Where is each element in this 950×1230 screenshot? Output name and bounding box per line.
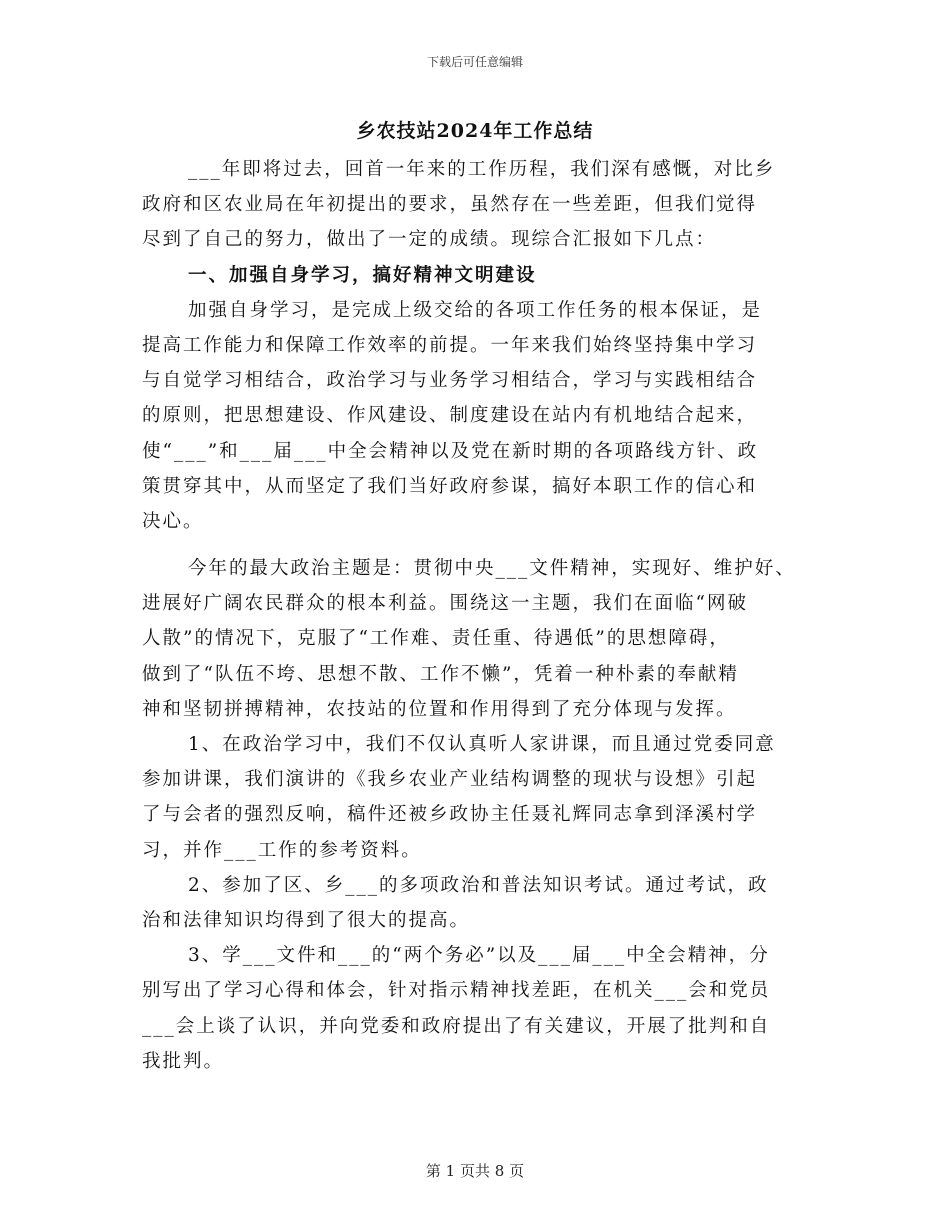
paragraph-item-1: [142, 727, 810, 868]
text-line: 今年的最大政治主题是：贯彻中央___文件精神，实现好、维护好、: [188, 558, 796, 580]
text-line: 别写出了学习心得和体会，针对指示精神找差距，在机关___会和党员: [142, 980, 771, 1002]
page-footer: 第 1 页共 8 页: [425, 1162, 525, 1180]
text-line: 治和法律知识均得到了很大的提高。: [142, 909, 471, 931]
text-line: ___会上谈了认识，并向党委和政府提出了有关建议，开展了批判和自: [142, 1015, 771, 1037]
text-line: 政府和区农业局在年初提出的要求，虽然存在一些差距，但我们觉得: [142, 194, 758, 216]
paragraph-study: [142, 293, 810, 539]
text-line: ___年即将过去，回首一年来的工作历程，我们深有感慨，对比乡: [188, 159, 776, 180]
page-header: 下载后可任意编辑: [426, 55, 523, 69]
paragraph-item-2: [142, 868, 810, 938]
text-line: 了与会者的强烈反响，稿件还被乡政协主任聂礼辉同志拿到泽溪村学: [142, 804, 758, 826]
text-line: 的原则，把思想建设、作风建设、制度建设在站内有机地结合起来，: [142, 405, 758, 427]
paragraph-gap: [142, 539, 810, 551]
text-line: 尽到了自己的努力，做出了一定的成绩。现综合汇报如下几点：: [142, 229, 717, 251]
text-line: 进展好广阔农民群众的根本利益。围绕这一主题，我们在面临“网破: [142, 593, 748, 615]
document-title: 乡农技站2024年工作总结: [356, 120, 594, 142]
text-line: 提高工作能力和保障工作效率的前提。一年来我们始终坚持集中学习: [142, 334, 758, 356]
text-line: 策贯穿其中，从而坚定了我们当好政府参谋，搞好本职工作的信心和: [142, 475, 758, 497]
document-body: [142, 152, 810, 1079]
text-line: 做到了“队伍不垮、思想不散、工作不懒”，凭着一种朴素的奉献精: [142, 663, 739, 685]
text-line: 习，并作___工作的参考资料。: [142, 839, 422, 861]
paragraph-item-3: [142, 938, 810, 1079]
text-line: 3、学___文件和___的“两个务必”以及___届___中全会精神，分: [188, 945, 770, 967]
text-line: 与自觉学习相结合，政治学习与业务学习相结合，学习与实践相结合: [142, 370, 758, 392]
text-line: 2、参加了区、乡___的多项政治和普法知识考试。通过考试，政: [188, 874, 769, 896]
paragraph-intro: [142, 152, 810, 258]
paragraph-theme: [142, 551, 810, 727]
heading-line: 一、加强自身学习，搞好精神文明建设: [188, 264, 537, 286]
text-line: 神和坚韧拼搏精神，农技站的位置和作用得到了充分体现与发挥。: [142, 698, 737, 720]
text-line: 1、在政治学习中，我们不仅认真听人家讲课，而且通过党委同意: [188, 734, 776, 755]
text-line: 我批判。: [142, 1050, 225, 1072]
text-line: 决心。: [142, 510, 204, 532]
text-line: 使“___”和___届___中全会精神以及党在新时期的各项路线方针、政: [142, 440, 759, 462]
section-heading: [142, 258, 810, 293]
text-line: 人散”的情况下，克服了“工作难、责任重、待遇低”的思想障碍，: [142, 628, 730, 650]
text-line: 参加讲课，我们演讲的《我乡农业产业结构调整的现状与设想》引起: [142, 769, 758, 791]
text-line: 加强自身学习，是完成上级交给的各项工作任务的根本保证，是: [188, 299, 763, 321]
